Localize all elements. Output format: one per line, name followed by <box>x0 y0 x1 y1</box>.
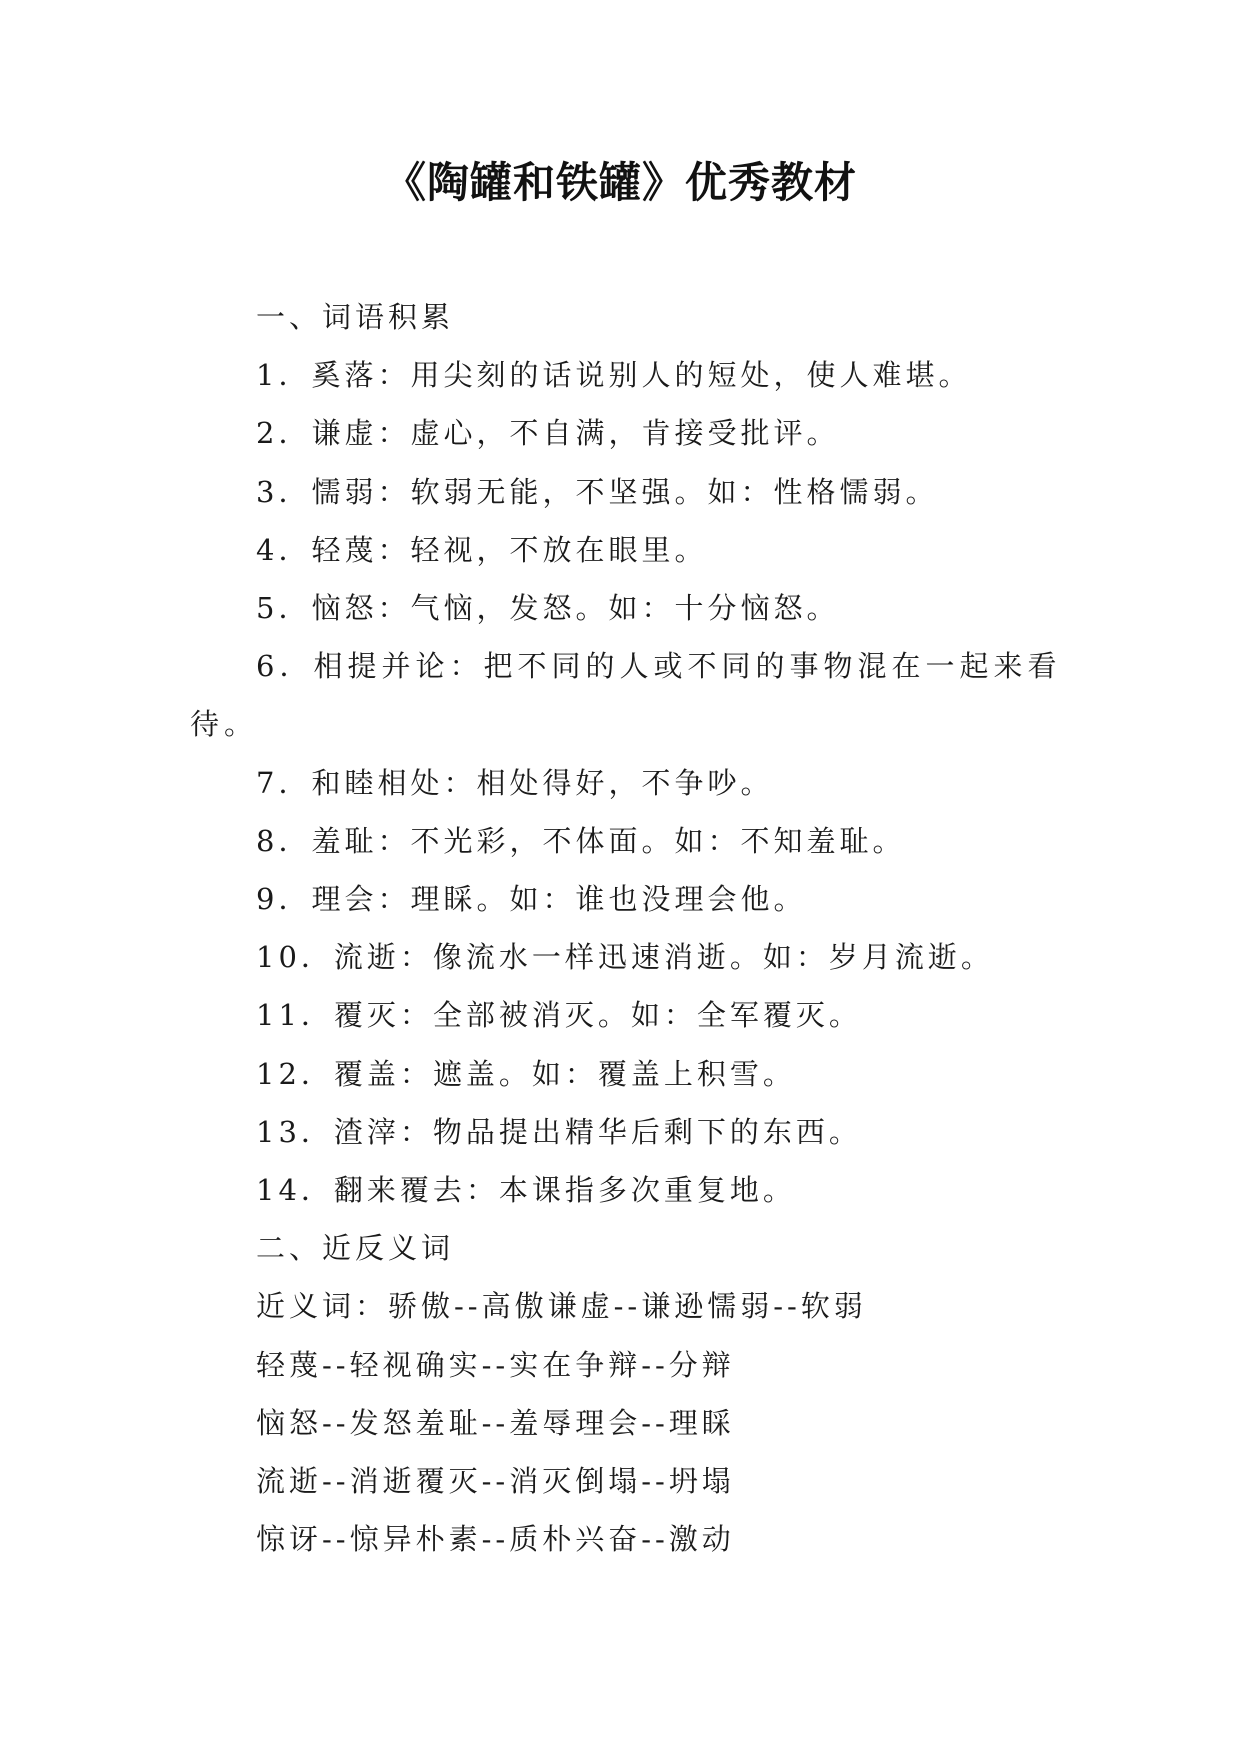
vocab-item: 10．流逝：像流水一样迅速消逝。如：岁月流逝。 <box>256 940 994 975</box>
document-title: 《陶罐和铁罐》优秀教材 <box>383 158 857 207</box>
vocab-item: 5．恼怒：气恼，发怒。如：十分恼怒。 <box>256 591 840 626</box>
vocab-item: 3．懦弱：软弱无能，不坚强。如：性格懦弱。 <box>256 474 939 509</box>
vocab-item: 14．翻来覆去：本课指多次重复地。 <box>256 1173 796 1208</box>
vocab-item: 12．覆盖：遮盖。如：覆盖上积雪。 <box>256 1056 796 1091</box>
synonym-line: 恼怒--发怒羞耻--羞辱理会--理睬 <box>256 1405 735 1440</box>
vocab-item: 1．奚落：用尖刻的话说别人的短处，使人难堪。 <box>256 358 972 393</box>
vocab-item: 6．相提并论：把不同的人或不同的事物混在一起来看待。 <box>190 649 1062 742</box>
synonym-line: 流逝--消逝覆灭--消灭倒塌--坍塌 <box>256 1464 735 1499</box>
section-heading: 二、近反义词 <box>256 1231 455 1266</box>
vocab-item: 8．羞耻：不光彩，不体面。如：不知羞耻。 <box>256 823 906 858</box>
synonym-line: 近义词：骄傲--高傲谦虚--谦逊懦弱--软弱 <box>256 1289 867 1324</box>
vocab-item: 2．谦虚：虚心，不自满，肯接受批评。 <box>256 416 840 451</box>
vocab-item: 4．轻蔑：轻视，不放在眼里。 <box>256 532 708 567</box>
document-body <box>190 288 1070 1568</box>
vocab-item: 7．和睦相处：相处得好，不争吵。 <box>256 765 774 800</box>
synonym-line: 轻蔑--轻视确实--实在争辩--分辩 <box>256 1347 735 1382</box>
vocab-item: 13．渣滓：物品提出精华后剩下的东西。 <box>256 1114 862 1149</box>
vocab-item: 11．覆灭：全部被消灭。如：全军覆灭。 <box>256 998 862 1033</box>
section-heading: 一、词语积累 <box>256 300 455 334</box>
vocab-item: 9．理会：理睬。如：谁也没理会他。 <box>256 882 807 917</box>
synonym-line: 惊讶--惊异朴素--质朴兴奋--激动 <box>256 1522 735 1557</box>
